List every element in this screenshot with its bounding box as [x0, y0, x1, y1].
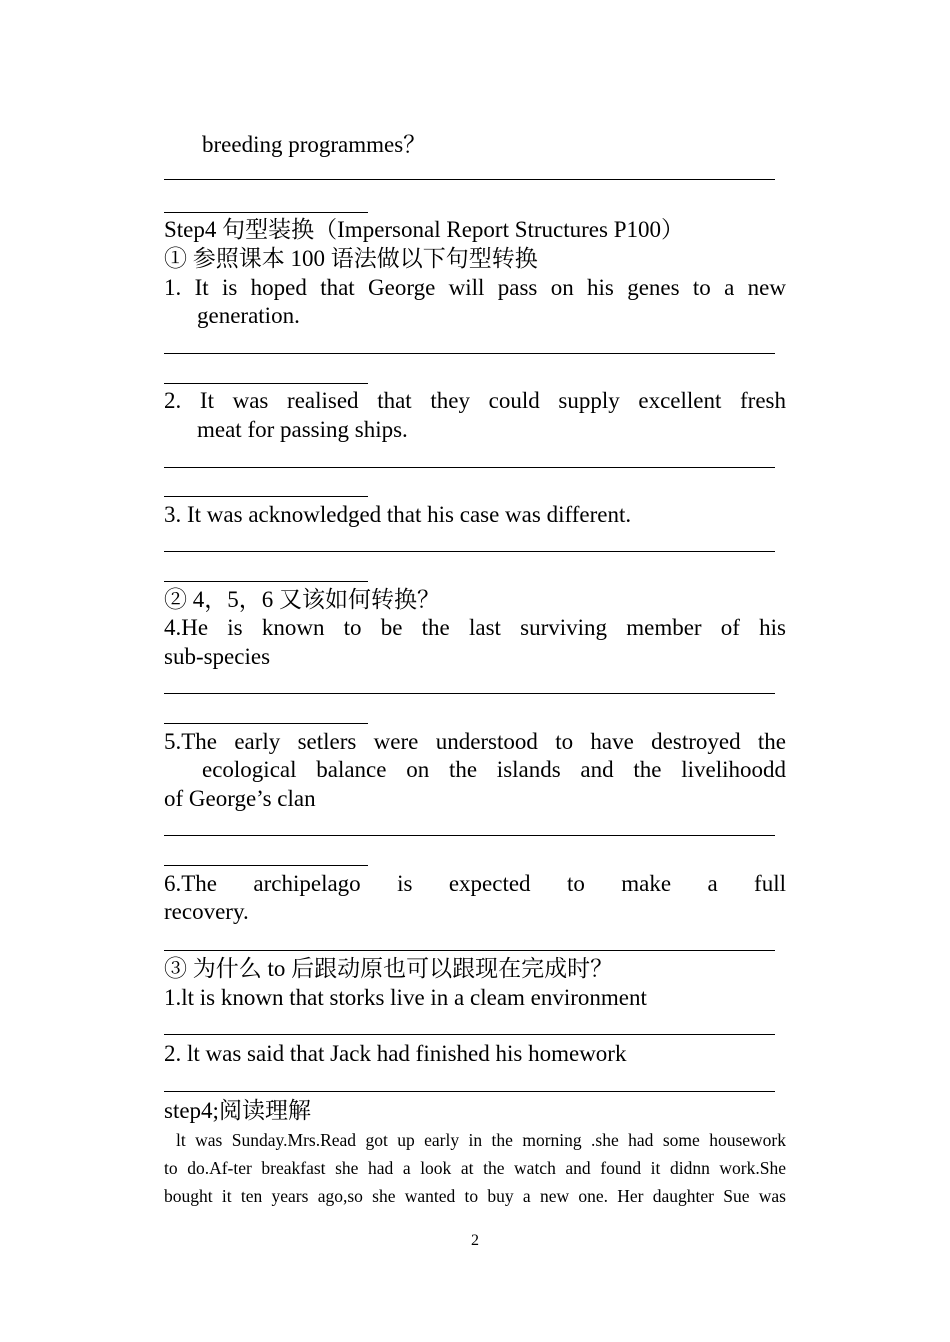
answer-line — [164, 551, 775, 552]
answer-line — [164, 865, 368, 866]
passage-line-2: to do.Af-ter breakfast she had a look at the watch and found it didnn work.She — [164, 1158, 786, 1178]
question-5-line-2: ecological balance on the islands and the livelihoodd — [202, 757, 786, 782]
question-4-line-2: sub-species — [164, 644, 271, 669]
answer-line — [164, 950, 775, 951]
question-6-line-1: 6.The archipelago is expected to make a full — [164, 871, 786, 896]
exercise-2: 2. lt was said that Jack had finished his homework — [164, 1041, 627, 1066]
subheading-3: ③ 为什么 to 后跟动原也可以跟现在完成时？ — [164, 956, 614, 981]
answer-line — [164, 693, 775, 694]
page-number: 2 — [471, 1232, 479, 1249]
question-4-line-1: 4.He is known to be the last surviving member of his — [164, 615, 786, 640]
question-6-line-2: recovery. — [164, 899, 249, 924]
answer-line — [164, 179, 775, 180]
answer-line — [164, 467, 775, 468]
section-heading-reading: step4;阅读理解 — [164, 1098, 311, 1123]
question-1-line-1: 1. It is hoped that George will pass on his genes to a new — [164, 275, 786, 300]
answer-line — [164, 1034, 775, 1035]
answer-line — [164, 353, 775, 354]
answer-line — [164, 581, 368, 582]
section-heading-step4: Step4 句型装换（Impersonal Report Structures P100） — [164, 217, 685, 242]
exercise-1: 1.lt is known that storks live in a cleam environment — [164, 985, 647, 1010]
question-5-line-1: 5.The early setlers were understood to have destroyed the — [164, 729, 786, 754]
question-2-line-2: meat for passing ships. — [197, 417, 408, 442]
answer-line — [164, 383, 368, 384]
passage-line-3: bought it ten years ago,so she wanted to buy a new one. Her daughter Sue was — [164, 1186, 786, 1206]
question-2-line-1: 2. It was realised that they could supply excellent fresh — [164, 388, 786, 413]
answer-line — [164, 496, 368, 497]
subheading-1: ① 参照课本 100 语法做以下句型转换 — [164, 246, 538, 271]
passage-line-1: lt was Sunday.Mrs.Read got up early in the morning .she had some housework — [176, 1130, 786, 1150]
answer-line — [164, 1091, 775, 1092]
answer-line — [164, 835, 775, 836]
answer-line — [164, 723, 368, 724]
question-3: 3. It was acknowledged that his case was different. — [164, 502, 632, 527]
question-5-line-3: of George’s clan — [164, 786, 316, 811]
subheading-2: ② 4，5，6 又该如何转换？ — [164, 587, 440, 612]
question-1-line-2: generation. — [197, 303, 300, 328]
text-line-breeding: breeding programmes？ — [202, 132, 427, 157]
answer-line — [164, 212, 368, 213]
